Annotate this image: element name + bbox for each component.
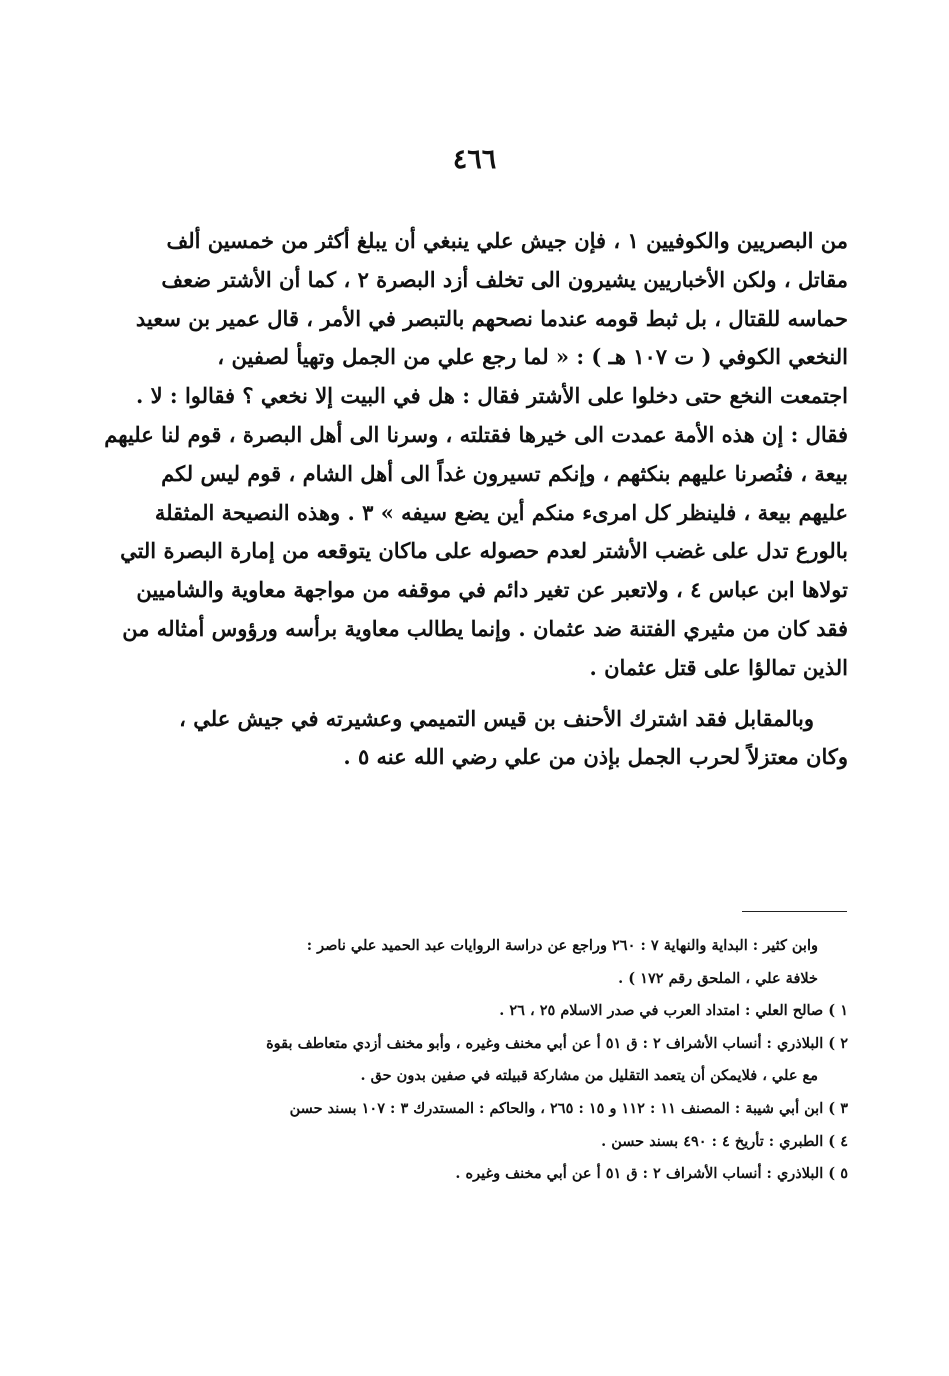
- body-line: الذين تمالؤا على قتل عثمان .: [589, 654, 848, 680]
- footnote-divider: [742, 911, 847, 912]
- body-line: عليهم بيعة ، فلينظر كل امرىء منكم أين يضع سيفه » ٣ . وهذه النصيحة المثقلة: [154, 499, 848, 525]
- body-line: حماسه للقتال ، بل ثبط قومه عندما نصحهم بالتبصر في الأمر ، قال عمير بن سعيد: [135, 305, 848, 331]
- footnote-2: ٢ ) البلاذري : أنساب الأشراف ٢ : ق ٥١ أ عن أبي مخنف وغيره ، وأبو مخنف أزدي متعاطف بقوة: [266, 1034, 848, 1052]
- footnote-2-continuation: مع علي ، فلايمكن أن يتعمد التقليل من مشاركة قبيلته في صفين بدون حق .: [360, 1067, 818, 1085]
- footnotes: [120, 930, 848, 1191]
- footnote-3: ٣ ) ابن أبي شيبة : المصنف ١١ : ١١٢ و ١٥ : ٢٦٥ ، والحاكم : المستدرك ٣ : ١٠٧ بسند حسن: [289, 1099, 848, 1117]
- body-line: بالورع تدل على غضب الأشتر لعدم حصوله على ماكان يتوقعه من إمارة البصرة التي: [120, 538, 848, 564]
- body-line: بيعة ، فنُصرنا عليهم بنكثهم ، وإنكم تسيرون غداً الى أهل الشام ، قوم ليس لكم: [161, 460, 848, 486]
- footnote-continuation-line: وابن كثير : البداية والنهاية ٧ : ٢٦٠ وراجع عن دراسة الروايات عبد الحميد علي ناصر :: [306, 937, 818, 954]
- body-line: فقد كان من مثيري الفتنة ضد عثمان . وإنما يطالب معاوية برأسه ورؤوس أمثاله من: [122, 615, 848, 641]
- body-line: تولاها ابن عباس ٤ ، ولاتعبر عن تغير دائم في موقفه من مواجهة معاوية والشاميين: [136, 577, 848, 603]
- body-line: مقاتل ، ولكن الأخباريين يشيرون الى تخلف أزد البصرة ٢ ، كما أن الأشتر ضعف: [161, 266, 848, 292]
- paragraph-2-line: وبالمقابل فقد اشترك الأحنف بن قيس التميمي وعشيرته في جيش علي ،: [179, 705, 814, 731]
- footnote-5: ٥ ) البلاذري : أنساب الأشراف ٢ : ق ٥١ أ عن أبي مخنف وغيره .: [455, 1165, 848, 1183]
- paragraph-gap: [100, 688, 848, 700]
- body-line: اجتمعت النخع حتى دخلوا على الأشتر فقال : هل في البيت إلا نخعي ؟ فقالوا : لا .: [135, 383, 848, 409]
- body-line: من البصريين والكوفيين ١ ، فإن جيش علي ينبغي أن يبلغ أكثر من خمسين ألف: [166, 228, 848, 253]
- paragraph-2-line: وكان معتزلاً لحرب الجمل بإذن من علي رضي الله عنه ٥ .: [343, 744, 848, 770]
- footnote-1: ١ ) صالح العلي : امتداد العرب في صدر الاسلام ٢٥ ، ٢٦ .: [499, 1002, 848, 1020]
- body-line: فقال : إن هذه الأمة عمدت الى خيرها فقتلته ، وسرنا الى أهل البصرة ، قوم لنا عليهم: [104, 421, 848, 447]
- footnote-4: ٤ ) الطبري : تأريخ ٤ : ٤٩٠ بسند حسن .: [601, 1132, 848, 1150]
- footnote-continuation-line: خلافة علي ، الملحق رقم ١٧٢ ) .: [618, 969, 818, 987]
- page-number: ٤٦٦: [452, 144, 497, 175]
- main-text: [100, 222, 848, 777]
- body-line: النخعي الكوفي ( ت ١٠٧ هـ ) : « لما رجع علي من الجمل وتهيأ لصفين ،: [217, 344, 848, 370]
